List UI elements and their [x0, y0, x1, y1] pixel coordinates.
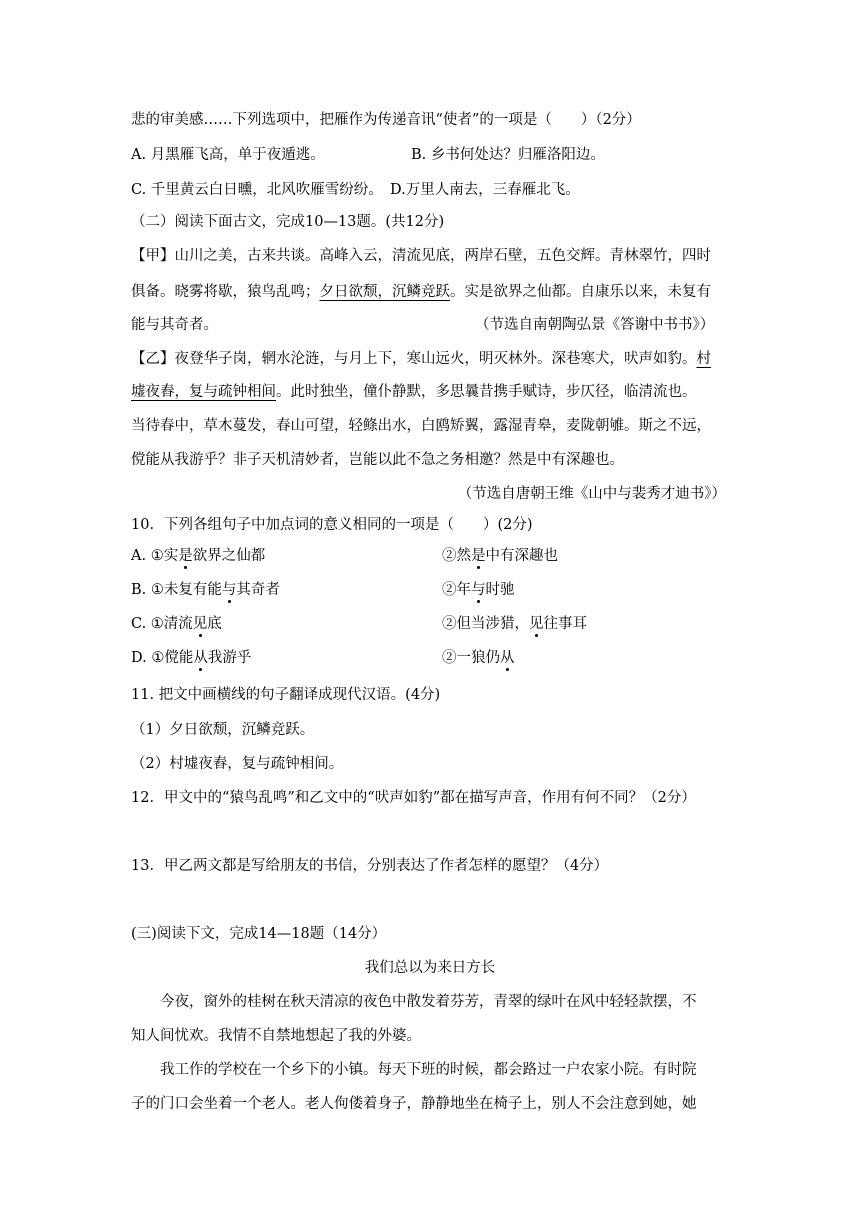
- q11-item-1: （1）夕日欲颓，沉鳞竞跃。: [131, 722, 315, 738]
- option-text: ②年: [442, 582, 471, 598]
- q9-options-ab: [131, 145, 605, 165]
- article-title: 我们总以为来日方长: [364, 960, 496, 976]
- dotted-word: 从: [500, 650, 515, 666]
- underlined-sentence-1: 夕日欲颓，沉鳞竞跃: [319, 284, 450, 300]
- paragraph-1-line-1: 今夜，窗外的桂树在秋天清凉的夜色中散发着芬芳，青翠的绿叶在风中轻轻款摆，不: [160, 994, 697, 1010]
- section-3-heading: (三)阅读下文，完成14—18题（14分）: [131, 926, 387, 942]
- q12-stem: 12．甲文中的“猿鸟乱鸣”和乙文中的“吠声如豹”都在描写声音，作用有何不同？（2分）: [131, 790, 696, 806]
- paragraph-1-line-2: 知人间忧欢。我情不自禁地想起了我的外婆。: [131, 1028, 421, 1044]
- passage-yi-line-2: [131, 382, 697, 402]
- option-text: ②一狼仍: [442, 650, 500, 666]
- q10-option-b: [131, 580, 515, 600]
- dotted-word: 是: [178, 548, 193, 564]
- q13-stem: 13．甲乙两文都是写给朋友的书信，分别表达了作者怎样的愿望？（4分）: [131, 858, 609, 874]
- passage-jia-line-3: [131, 315, 715, 335]
- passage-yi-line-1: [131, 349, 711, 369]
- paragraph-2-line-2: 子的门口会坐着一个老人。老人佝偻着身子，静静地坐在椅子上，别人不会注意到她，她: [131, 1096, 697, 1112]
- q10-option-c2: [442, 614, 587, 634]
- q9-option-b: B. 乡书何处达？归雁洛阳边。: [411, 147, 605, 163]
- q10-stem: 10．下列各组句子中加点词的意义相同的一项是（ ）(2分): [131, 517, 533, 533]
- source-citation-jia: （节选自南朝陶弘景《答谢中书书》）: [475, 317, 715, 333]
- dotted-word: 从: [193, 650, 208, 666]
- paragraph-2-line-1: 我工作的学校在一个乡下的小镇。每天下班的时候，都会路过一户农家小院。有时院: [160, 1062, 697, 1078]
- option-text: 我游乎: [207, 650, 252, 666]
- source-citation-yi: （节选自唐朝王维《山中与裴秀才迪书》）: [457, 486, 726, 502]
- dotted-word: 见: [529, 616, 544, 632]
- passage-jia-line-2: [131, 282, 711, 302]
- section-2-heading: （二）阅读下面古文，完成10—13题。(共12分): [131, 214, 445, 230]
- q11-stem: 11. 把文中画横线的句子翻译成现代汉语。(4分): [131, 687, 441, 703]
- passage-jia-line-1: 【甲】山川之美，古来共谈。高峰入云，清流见底，两岸石壁，五色交辉。青林翠竹，四时: [131, 248, 711, 264]
- option-text: 欲界之仙都: [192, 548, 266, 564]
- q9-stem: 悲的审美感……下列选项中，把雁作为传递音讯“使者”的一项是（ ）（2分）: [131, 112, 641, 128]
- q10-option-a2: [442, 546, 558, 566]
- option-text: 往事耳: [543, 616, 587, 632]
- option-text: 时驰: [485, 582, 515, 598]
- option-text: ②然: [442, 548, 471, 564]
- passage-text: 。此时独坐，僮仆静默，多思曩昔携手赋诗，步仄径，临清流也。: [276, 384, 697, 400]
- option-text: 中有深趣也: [485, 548, 558, 564]
- q10-option-c: [131, 614, 587, 634]
- underlined-sentence-2-start: 村: [696, 351, 711, 367]
- q10-option-b2: [442, 580, 515, 600]
- q10-option-d2: [442, 648, 515, 668]
- underlined-sentence-2-end: 墟夜舂，复与疏钟相间: [131, 384, 276, 400]
- passage-yi-line-3: 当待春中，草木蔓发，春山可望，轻鲦出水，白鸥矫翼，露湿青皋，麦陇朝雊。斯之不远，: [131, 418, 711, 434]
- q11-item-2: （2）村墟夜舂，复与疏钟相间。: [131, 756, 344, 772]
- option-text: 其奇者: [236, 582, 280, 598]
- q9-option-a: A. 月黑雁飞高，单于夜遁逃。: [131, 147, 325, 163]
- q10-option-a: [131, 546, 558, 566]
- q9-options-cd: C. 千里黄云白日曛，北风吹雁雪纷纷。 D.万里人南去，三春雁北飞。: [131, 182, 580, 198]
- passage-text: 能与其奇者。: [131, 317, 218, 333]
- passage-text: 【乙】夜登华子岗，辋水沦涟，与月上下，寒山远火，明灭林外。深巷寒犬，吠声如豹。: [131, 351, 697, 367]
- dotted-word: 见: [192, 616, 208, 632]
- dotted-word: 是: [471, 548, 486, 564]
- dotted-word: 与: [221, 582, 237, 598]
- passage-text: 。实是欲界之仙都。自康乐以来，未复有: [450, 284, 711, 300]
- dotted-word: 与: [471, 582, 486, 598]
- option-text: C. ①清流: [131, 616, 193, 632]
- passage-yi-line-4: 傥能从我游乎？非子天机清妙者，岂能以此不急之务相邀？然是中有深趣也。: [131, 452, 624, 468]
- passage-text: 俱备。晓雾将歇，猿鸟乱鸣；: [131, 284, 320, 300]
- option-text: A. ①实: [131, 548, 179, 564]
- q10-option-d: [131, 648, 515, 668]
- option-text: D. ①傥能: [131, 650, 194, 666]
- option-text: 底: [207, 616, 222, 632]
- option-text: ②但当涉猎，: [442, 616, 529, 632]
- option-text: B. ①未复有能: [131, 582, 222, 598]
